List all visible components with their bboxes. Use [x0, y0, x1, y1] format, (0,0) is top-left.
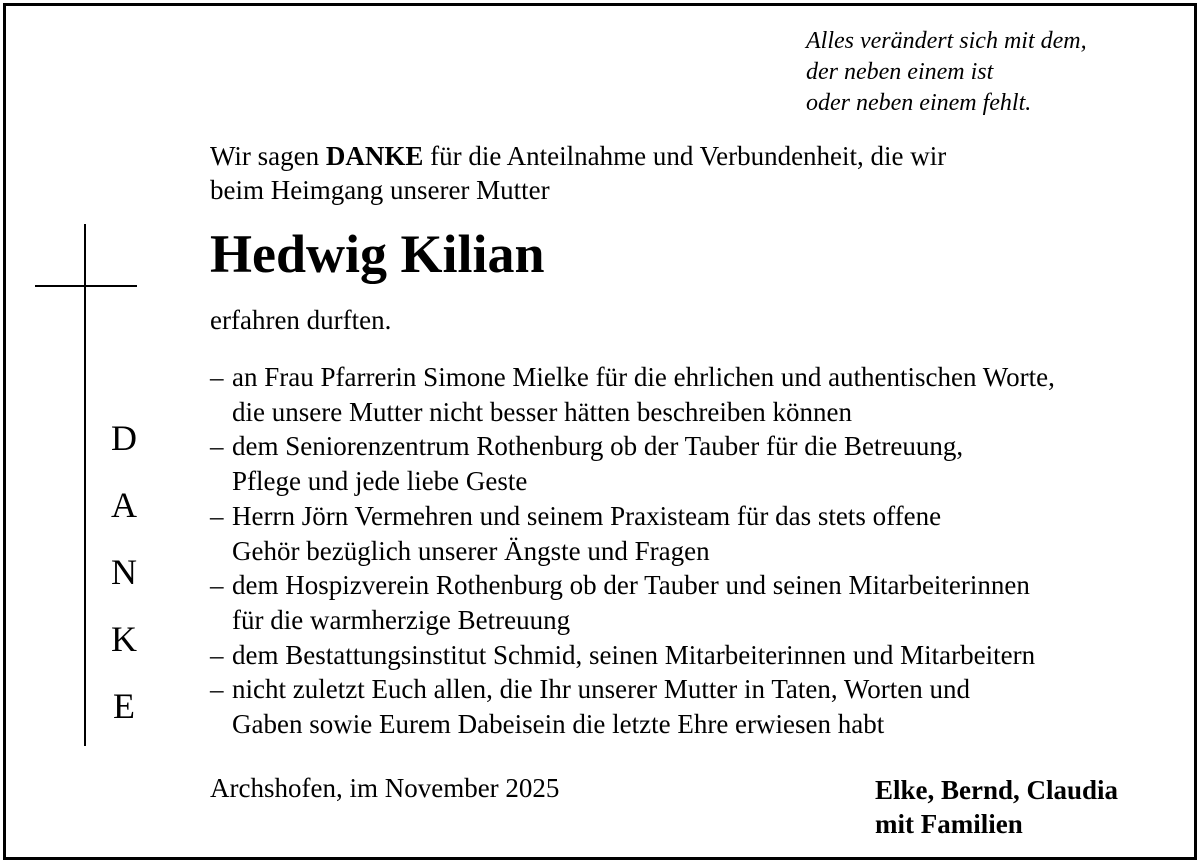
- thanks-item-line: [210, 638, 1055, 673]
- epigraph-quote: [806, 26, 1087, 119]
- vertical-letter: D: [111, 418, 137, 458]
- cross-icon-horizontal: [35, 285, 137, 287]
- thanks-text: die unsere Mutter nicht besser hätten beschreiben können: [232, 396, 853, 427]
- thanks-text: dem Seniorenzentrum Rothenburg ob der Tauber für die Betreuung,: [232, 431, 964, 462]
- outro-text: erfahren durften.: [210, 305, 392, 335]
- intro-line-1: [210, 139, 946, 173]
- dash-bullet: –: [210, 431, 224, 462]
- thanks-item: [210, 638, 1055, 673]
- quote-line: oder neben einem fehlt.: [806, 90, 1032, 116]
- thanks-item: [210, 568, 1055, 637]
- thanks-item-continuation: [210, 395, 1055, 430]
- thanks-text: Herrn Jörn Vermehren und seinem Praxisteam für das stets offene: [232, 500, 942, 531]
- vertical-letter: A: [111, 485, 137, 525]
- signature-line: Elke, Bernd, Claudia: [875, 775, 1119, 805]
- danke-bold: DANKE: [325, 141, 424, 171]
- intro-text-before: Wir sagen: [210, 141, 326, 171]
- thanks-item-continuation: [210, 534, 1055, 569]
- dash-bullet: –: [210, 674, 224, 705]
- vertical-letter: N: [111, 552, 137, 592]
- thanks-item-continuation: [210, 464, 1055, 499]
- signature-line: mit Familien: [875, 809, 1023, 839]
- thanks-item-line: [210, 360, 1055, 395]
- thanks-item: [210, 672, 1055, 741]
- thanks-text: Pflege und jede liebe Geste: [232, 466, 528, 497]
- quote-line: Alles verändert sich mit dem,: [806, 28, 1087, 54]
- thanks-item: [210, 429, 1055, 498]
- signature: [875, 773, 1118, 841]
- dash-bullet: –: [210, 570, 224, 601]
- deceased-name: Hedwig Kilian: [210, 224, 545, 284]
- thanks-text: Gehör bezüglich unserer Ängste und Fragen: [232, 535, 710, 566]
- thanks-item-line: [210, 429, 1055, 464]
- thanks-item-line: [210, 568, 1055, 603]
- thanks-text: an Frau Pfarrerin Simone Mielke für die ehrlichen und authentischen Worte,: [232, 362, 1055, 392]
- vertical-letter: E: [113, 686, 135, 726]
- quote-line: der neben einem ist: [806, 59, 994, 85]
- intro-text-after: für die Anteilnahme und Verbundenheit, die wir: [423, 141, 947, 171]
- dash-bullet: –: [210, 362, 224, 392]
- vertical-danke: [104, 405, 144, 740]
- thanks-item: [210, 499, 1055, 568]
- dash-bullet: –: [210, 639, 224, 670]
- intro-text: [210, 139, 946, 207]
- thanks-text: dem Hospizverein Rothenburg ob der Tauber und seinen Mitarbeiterinnen: [232, 570, 1030, 601]
- dash-bullet: –: [210, 500, 224, 531]
- vertical-letter: K: [111, 619, 137, 659]
- thanks-text: dem Bestattungsinstitut Schmid, seinen Mitarbeiterinnen und Mitarbeitern: [232, 639, 1036, 670]
- thanks-item: [210, 360, 1055, 429]
- thanks-text: nicht zuletzt Euch allen, die Ihr unserer Mutter in Taten, Worten und: [232, 674, 970, 705]
- thanks-item-line: [210, 499, 1055, 534]
- cross-icon-vertical: [84, 224, 86, 746]
- thanks-item-line: [210, 672, 1055, 707]
- thanks-text: Gaben sowie Eurem Dabeisein die letzte Ehre erwiesen habt: [232, 709, 885, 740]
- thanks-list: [210, 360, 1055, 742]
- thanks-item-continuation: [210, 707, 1055, 742]
- place-date: Archshofen, im November 2025: [210, 773, 560, 803]
- intro-line-2: beim Heimgang unserer Mutter: [210, 175, 550, 205]
- thanks-item-continuation: [210, 603, 1055, 638]
- thanks-text: für die warmherzige Betreuung: [232, 604, 571, 635]
